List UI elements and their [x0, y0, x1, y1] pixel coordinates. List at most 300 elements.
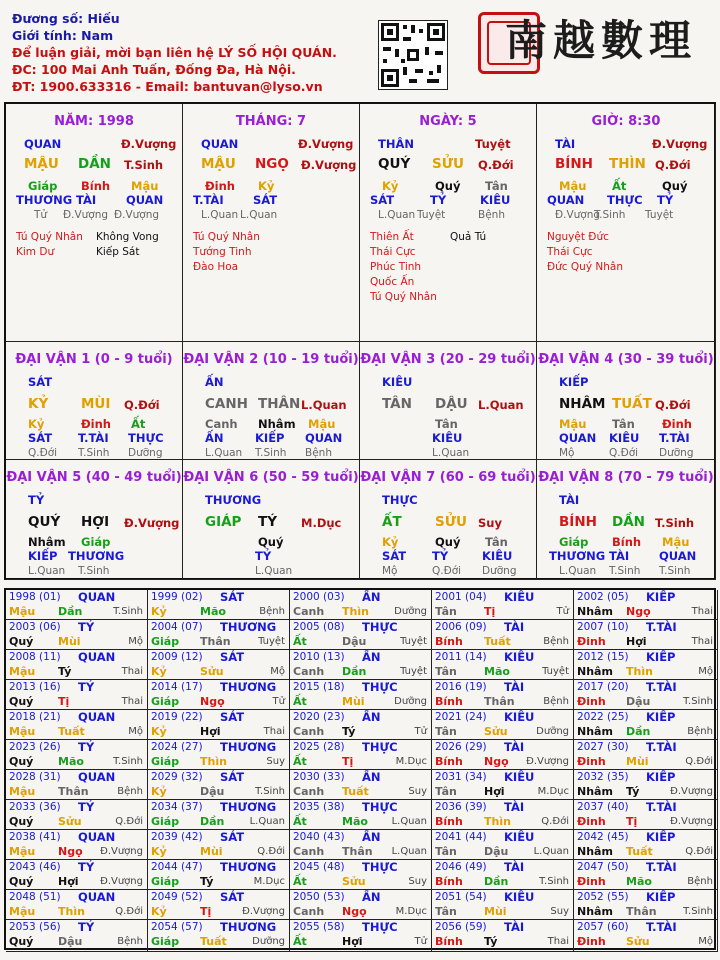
year-chi: Thìn — [484, 815, 511, 828]
hidden-stem: Tân — [612, 417, 635, 431]
year-god: TỶ — [78, 920, 95, 934]
hidden-god: THƯƠNG — [549, 549, 606, 563]
year-label: 2044 (47) — [151, 861, 203, 873]
year-chi: Tị — [484, 605, 496, 618]
year-chi: Ngọ — [58, 845, 83, 858]
dai-van-title: ĐẠI VẬN 7 (60 - 69 tuổi) — [360, 470, 536, 485]
owner-name: Đương số: Hiếu — [12, 11, 120, 26]
hidden-stem: Đinh — [662, 417, 692, 431]
year-god: THỰC — [362, 800, 398, 814]
pillar-cell — [360, 104, 537, 342]
hidden-god: THƯƠNG — [16, 193, 73, 207]
year-stage: Bệnh — [687, 726, 713, 737]
year-stage: Tuyệt — [542, 666, 569, 677]
year-chi: Tuất — [342, 785, 369, 798]
year-chi: Tị — [342, 755, 354, 768]
year-chi: Ngọ — [626, 605, 651, 618]
year-cell — [6, 800, 148, 830]
year-cell — [6, 710, 148, 740]
year-label: 2003 (06) — [9, 621, 61, 633]
year-god: ẤN — [362, 830, 381, 844]
year-label: 2034 (37) — [151, 801, 203, 813]
hidden-god: KIÊU — [480, 193, 511, 207]
year-can: Quý — [9, 875, 34, 888]
hidden-god: QUAN — [559, 431, 597, 445]
dai-van-cell — [183, 342, 360, 460]
dai-van-can: QUÝ — [28, 514, 61, 530]
year-can: Tân — [435, 605, 457, 618]
year-chi: Thân — [58, 785, 89, 798]
year-chi: Tý — [626, 785, 640, 798]
year-can: Ất — [293, 695, 307, 708]
auspicious-star: Kim Dư — [16, 246, 55, 258]
year-god: SÁT — [220, 710, 245, 724]
year-chi: Tuất — [58, 725, 85, 738]
auspicious-star: Tướng Tinh — [193, 246, 252, 258]
dai-van-stage: M.Dục — [301, 516, 342, 530]
year-chi: Ngọ — [200, 695, 225, 708]
hidden-stage: Tử — [34, 209, 48, 221]
hidden-stage: L.Quan — [201, 209, 239, 221]
hidden-stem: Quý — [435, 179, 461, 193]
year-god: T.TÀI — [646, 680, 677, 694]
year-cell — [574, 920, 718, 952]
year-label: 2015 (18) — [293, 681, 345, 693]
year-cell — [290, 620, 432, 650]
hidden-stem: Đinh — [81, 417, 111, 431]
year-cell — [6, 590, 148, 620]
hidden-stage: T.Sinh — [609, 565, 641, 577]
year-god: SÁT — [220, 770, 245, 784]
hidden-stage: Q.Đới — [432, 565, 462, 577]
year-cell — [574, 830, 718, 860]
dai-van-stage: Q.Đới — [655, 398, 691, 412]
hidden-stem: Tân — [485, 535, 508, 549]
year-can: Nhâm — [577, 845, 613, 858]
year-cell — [432, 830, 574, 860]
year-stage: Đ.Vượng — [242, 906, 285, 917]
year-can: Ất — [293, 755, 307, 768]
dai-van-title: ĐẠI VẬN 8 (70 - 79 tuổi) — [538, 470, 714, 485]
hidden-stem: Ất — [612, 179, 627, 193]
hidden-stage: T.Sinh — [594, 209, 626, 221]
year-can: Đinh — [577, 875, 606, 888]
year-stage: Bệnh — [117, 936, 143, 947]
year-chi: Mùi — [484, 905, 507, 918]
auspicious-star: Đức Quý Nhân — [547, 261, 623, 273]
hidden-stem: Quý — [435, 535, 461, 549]
year-stage: Bệnh — [259, 606, 285, 617]
hidden-stage: L.Quan — [432, 447, 470, 459]
gender: Giới tính: Nam — [12, 28, 114, 43]
year-stage: L.Quan — [249, 816, 285, 827]
year-can: Bính — [435, 755, 463, 768]
year-god: KIẾP — [646, 590, 676, 604]
year-label: 2055 (58) — [293, 921, 345, 933]
hidden-stem: Kỷ — [28, 417, 45, 431]
year-stage: Tử — [272, 696, 285, 707]
year-can: Quý — [9, 695, 34, 708]
hidden-stem: Kỷ — [382, 179, 399, 193]
year-cell — [6, 890, 148, 920]
year-chi: Tị — [58, 695, 70, 708]
hidden-god: SÁT — [28, 431, 53, 445]
year-can: Mậu — [9, 725, 36, 738]
year-stage: Đ.Vượng — [670, 786, 713, 797]
year-cell — [6, 920, 148, 952]
pillar-title: NGÀY: 5 — [419, 114, 477, 129]
year-cell — [290, 710, 432, 740]
year-cell — [148, 890, 290, 920]
year-cell — [574, 710, 718, 740]
dai-van-can: TÂN — [382, 396, 412, 412]
year-stage: Q.Đới — [257, 846, 285, 857]
hidden-stage: Q.Đới — [609, 447, 639, 459]
year-god: THỰC — [362, 620, 398, 634]
year-chi: Mão — [484, 665, 510, 678]
year-chi: Tuất — [200, 935, 227, 948]
year-label: 2008 (11) — [9, 651, 61, 663]
dai-van-title: ĐẠI VẬN 5 (40 - 49 tuổi) — [6, 470, 182, 485]
pillar-chi: THÌN — [609, 156, 646, 172]
dai-van-chi: SỬU — [435, 514, 467, 530]
hidden-god: TỶ — [432, 549, 449, 563]
hidden-stage: Đ.Vượng — [114, 209, 160, 221]
year-cell — [290, 680, 432, 710]
year-label: 2057 (60) — [577, 921, 629, 933]
year-chi: Sửu — [58, 815, 82, 828]
year-god: QUAN — [78, 710, 116, 724]
pillar-title: GIỜ: 8:30 — [591, 114, 661, 129]
year-stage: Thai — [263, 726, 285, 737]
year-can: Canh — [293, 725, 325, 738]
hidden-stem: Mậu — [559, 179, 587, 193]
year-stage: Suy — [550, 906, 569, 917]
auspicious-star: Tú Quý Nhân — [193, 231, 260, 243]
year-stage: T.Sinh — [683, 906, 713, 917]
pillar-can: BÍNH — [555, 156, 593, 172]
hidden-god: TỶ — [255, 549, 272, 563]
year-stage: M.Dục — [395, 906, 427, 917]
year-label: 2000 (03) — [293, 591, 345, 603]
year-can: Nhâm — [577, 785, 613, 798]
year-can: Tân — [435, 665, 457, 678]
hidden-stage: Mộ — [559, 447, 575, 459]
inauspicious-star: Quả Tú — [450, 231, 487, 243]
year-stage: Đ.Vượng — [100, 846, 143, 857]
year-can: Quý — [9, 755, 34, 768]
year-can: Mậu — [9, 785, 36, 798]
year-can: Canh — [293, 665, 325, 678]
year-cell — [290, 770, 432, 800]
hidden-stem: Kỷ — [258, 179, 275, 193]
year-cell — [432, 860, 574, 890]
hidden-stage: Tuyệt — [645, 209, 674, 221]
hidden-god: THỰC — [607, 193, 643, 207]
year-label: 2036 (39) — [435, 801, 487, 813]
hidden-stem: Bính — [81, 179, 111, 193]
dai-van-can: ẤT — [382, 514, 402, 530]
year-label: 2032 (35) — [577, 771, 629, 783]
year-cell — [574, 740, 718, 770]
year-chi: Tý — [58, 665, 72, 678]
year-label: 2047 (50) — [577, 861, 629, 873]
hidden-god: TỶ — [430, 193, 447, 207]
year-chi: Tý — [484, 935, 498, 948]
dai-van-chi: TUẤT — [612, 396, 652, 412]
year-can: Mậu — [9, 845, 36, 858]
year-god: KIẾP — [646, 770, 676, 784]
dai-van-chi: DẬU — [435, 396, 468, 412]
hidden-stage: L.Quan — [378, 209, 416, 221]
hidden-stem: Ất — [131, 417, 146, 431]
year-cell — [574, 620, 718, 650]
address: ĐC: 100 Mai Anh Tuấn, Đống Đa, Hà Nội. — [12, 62, 296, 77]
year-label: 2018 (21) — [9, 711, 61, 723]
hidden-god: THƯƠNG — [68, 549, 125, 563]
year-cell — [290, 920, 432, 952]
year-label: 2007 (10) — [577, 621, 629, 633]
year-cell — [6, 680, 148, 710]
year-chi: Tuất — [484, 635, 511, 648]
year-god: QUAN — [78, 770, 116, 784]
year-can: Kỷ — [151, 725, 167, 738]
year-stage: T.Sinh — [539, 876, 569, 887]
pillar-chi-stage: Q.Đới — [655, 158, 691, 172]
year-can: Tân — [435, 725, 457, 738]
hidden-stem: Giáp — [559, 535, 589, 549]
hidden-stage: Q.Đới — [28, 447, 58, 459]
dai-van-god: SÁT — [28, 375, 53, 389]
dai-van-stage: L.Quan — [478, 398, 524, 412]
hidden-stage: Dưỡng — [128, 447, 163, 459]
hidden-god: KIẾP — [28, 549, 58, 563]
year-label: 2048 (51) — [9, 891, 61, 903]
year-cell — [432, 650, 574, 680]
year-god: ẤN — [362, 890, 381, 904]
year-god: TÀI — [504, 620, 525, 634]
dai-van-stage: Suy — [478, 516, 502, 530]
pillar-title: NĂM: 1998 — [54, 114, 134, 129]
year-god: THỰC — [362, 860, 398, 874]
year-stage: Mộ — [128, 726, 143, 737]
pillar-stage: Tuyệt — [475, 137, 511, 151]
hidden-stem: Đinh — [205, 179, 235, 193]
year-stage: Bệnh — [117, 786, 143, 797]
year-can: Quý — [9, 635, 34, 648]
year-god: KIÊU — [504, 710, 535, 724]
year-chi: Thân — [626, 905, 657, 918]
year-stage: Dưỡng — [394, 606, 427, 617]
hidden-stage: L.Quan — [240, 209, 278, 221]
year-can: Ất — [293, 875, 307, 888]
hidden-god: T.TÀI — [193, 193, 224, 207]
dai-van-title: ĐẠI VẬN 2 (10 - 19 tuổi) — [183, 352, 359, 367]
year-label: 2001 (04) — [435, 591, 487, 603]
year-god: ẤN — [362, 590, 381, 604]
year-stage: L.Quan — [391, 816, 427, 827]
year-stage: Dưỡng — [536, 726, 569, 737]
year-cell — [290, 860, 432, 890]
year-god: THỰC — [362, 920, 398, 934]
pillar-god: TÀI — [555, 137, 576, 151]
year-label: 2038 (41) — [9, 831, 61, 843]
year-cell — [432, 680, 574, 710]
year-stage: Suy — [408, 786, 427, 797]
year-stage: T.Sinh — [683, 696, 713, 707]
hidden-stage: Bệnh — [305, 447, 332, 459]
year-label: 2017 (20) — [577, 681, 629, 693]
dai-van-can: KỶ — [28, 396, 49, 412]
dai-van-can: GIÁP — [205, 514, 242, 530]
dai-van-god: THƯƠNG — [205, 493, 262, 507]
hidden-stem: Nhâm — [258, 417, 296, 431]
year-cell — [148, 590, 290, 620]
hidden-god: KIÊU — [609, 431, 640, 445]
year-can: Tân — [435, 845, 457, 858]
year-chi: Dậu — [484, 845, 509, 858]
hidden-god: TÀI — [76, 193, 97, 207]
year-god: T.TÀI — [646, 860, 677, 874]
year-stage: T.Sinh — [113, 606, 143, 617]
hidden-stage: Dưỡng — [659, 447, 694, 459]
hidden-stage: Dưỡng — [482, 565, 517, 577]
year-god: QUAN — [78, 830, 116, 844]
pillar-cell — [6, 104, 183, 342]
year-chi: Sửu — [626, 935, 650, 948]
year-label: 2035 (38) — [293, 801, 345, 813]
dai-van-chi: TÝ — [258, 514, 277, 530]
hidden-stage: T.Sinh — [255, 447, 287, 459]
year-label: 2014 (17) — [151, 681, 203, 693]
year-god: SÁT — [220, 650, 245, 664]
year-can: Mậu — [9, 905, 36, 918]
hidden-god: QUAN — [126, 193, 164, 207]
year-god: SÁT — [220, 830, 245, 844]
year-chi: Thân — [342, 845, 373, 858]
year-cell — [432, 740, 574, 770]
year-chi: Thìn — [58, 905, 85, 918]
year-god: TÀI — [504, 920, 525, 934]
year-cell — [574, 770, 718, 800]
year-can: Giáp — [151, 755, 180, 768]
dai-van-can: BÍNH — [559, 514, 597, 530]
hidden-stage: T.Sinh — [78, 565, 110, 577]
year-god: KIẾP — [646, 650, 676, 664]
year-god: TÀI — [504, 680, 525, 694]
hidden-god: TÀI — [609, 549, 630, 563]
year-god: T.TÀI — [646, 920, 677, 934]
year-can: Ất — [293, 815, 307, 828]
year-stage: Bệnh — [687, 876, 713, 887]
year-stage: Tuyệt — [400, 636, 427, 647]
year-stage: Tuyệt — [258, 636, 285, 647]
hidden-stem: Nhâm — [28, 535, 66, 549]
year-god: THƯƠNG — [220, 800, 277, 814]
year-god: KIÊU — [504, 830, 535, 844]
year-chi: Dậu — [58, 935, 83, 948]
year-chi: Mão — [626, 875, 652, 888]
year-label: 2037 (40) — [577, 801, 629, 813]
year-stage: Suy — [266, 756, 285, 767]
hidden-stem: Tân — [485, 179, 508, 193]
year-stage: Dưỡng — [394, 696, 427, 707]
dai-van-title: ĐẠI VẬN 3 (20 - 29 tuổi) — [360, 352, 536, 367]
phone-email: ĐT: 1900.633316 - Email: bantuvan@lyso.vn — [12, 79, 323, 94]
hidden-stem: Tân — [435, 417, 458, 431]
year-chi: Tý — [200, 875, 214, 888]
year-label: 2053 (56) — [9, 921, 61, 933]
year-god: ẤN — [362, 770, 381, 784]
dai-van-chi: MÙI — [81, 396, 111, 412]
year-chi: Dần — [200, 815, 225, 828]
year-can: Bính — [435, 635, 463, 648]
year-label: 2020 (23) — [293, 711, 345, 723]
pillar-chi: SỬU — [432, 156, 464, 172]
auspicious-star: Thái Cực — [370, 246, 416, 258]
year-cell — [148, 680, 290, 710]
year-stage: T.Sinh — [255, 786, 285, 797]
year-god: TỶ — [78, 860, 95, 874]
year-cell — [148, 740, 290, 770]
year-label: 2041 (44) — [435, 831, 487, 843]
year-stage: Đ.Vượng — [670, 816, 713, 827]
hidden-stem: Mậu — [559, 417, 587, 431]
year-cell — [574, 650, 718, 680]
year-chi: Dậu — [200, 785, 225, 798]
dai-van-title: ĐẠI VẬN 6 (50 - 59 tuổi) — [183, 470, 359, 485]
year-label: 2046 (49) — [435, 861, 487, 873]
year-can: Tân — [435, 905, 457, 918]
year-label: 2026 (29) — [435, 741, 487, 753]
hidden-stem: Kỷ — [382, 535, 399, 549]
pillar-can: QUÝ — [378, 156, 411, 172]
year-label: 2009 (12) — [151, 651, 203, 663]
dai-van-cell — [183, 460, 360, 580]
hidden-god: QUAN — [659, 549, 697, 563]
year-chi: Thân — [200, 635, 231, 648]
hidden-stem: Quý — [258, 535, 284, 549]
year-chi: Hợi — [342, 935, 363, 948]
year-god: KIÊU — [504, 650, 535, 664]
year-label: 2023 (26) — [9, 741, 61, 753]
dai-van-stage: T.Sinh — [655, 516, 695, 530]
auspicious-star: Quốc Ấn — [370, 276, 415, 288]
year-cell — [6, 740, 148, 770]
year-god: T.TÀI — [646, 800, 677, 814]
year-stage: Bệnh — [543, 696, 569, 707]
year-cell — [290, 830, 432, 860]
year-cell — [432, 770, 574, 800]
hidden-god: SÁT — [253, 193, 278, 207]
year-stage: Mộ — [270, 666, 285, 677]
year-label: 1999 (02) — [151, 591, 203, 603]
year-can: Mậu — [9, 665, 36, 678]
year-stage: Q.Đới — [685, 846, 713, 857]
year-label: 2040 (43) — [293, 831, 345, 843]
year-stage: L.Quan — [533, 846, 569, 857]
year-label: 2039 (42) — [151, 831, 203, 843]
year-stage: Q.Đới — [541, 816, 569, 827]
year-can: Ất — [293, 635, 307, 648]
year-god: T.TÀI — [646, 620, 677, 634]
year-god: KIÊU — [504, 890, 535, 904]
year-cell — [432, 620, 574, 650]
year-cell — [574, 890, 718, 920]
year-stage: M.Dục — [537, 786, 569, 797]
year-cell — [574, 680, 718, 710]
year-stage: Bệnh — [543, 636, 569, 647]
